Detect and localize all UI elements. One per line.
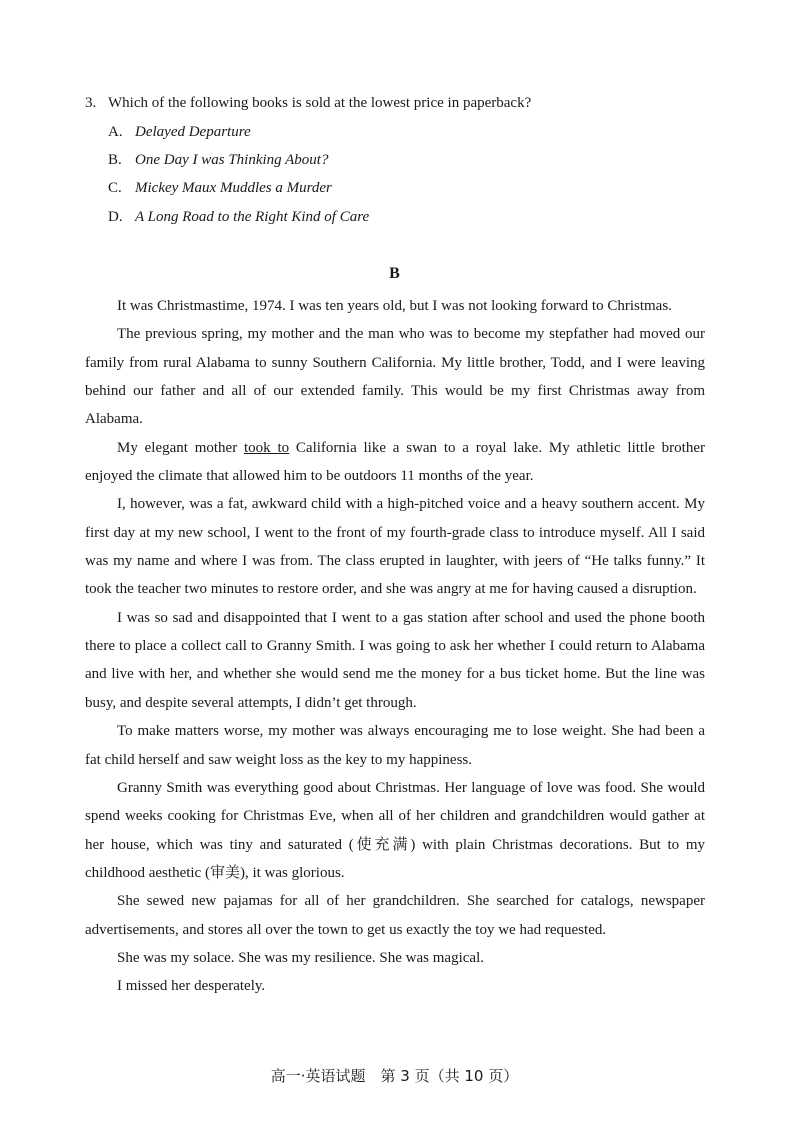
reading-passage xyxy=(85,292,705,1001)
option-text: A Long Road to the Right Kind of Care xyxy=(135,209,370,225)
passage-paragraph: The previous spring, my mother and the man who was to become my stepfather had moved our family from rural Alabama to sunny Southern California. My little brother, Todd, and I were leaving behind our father and all of our extended family. This would be my first Christmas away from Alabama. xyxy=(85,326,705,428)
passage-paragraph: It was Christmastime, 1974. I was ten years old, but I was not looking forward to Christmas. xyxy=(117,298,672,314)
passage-paragraph: Granny Smith was everything good about Christmas. Her language of love was food. She would spend weeks cooking for Christmas Eve, when all of her children and grandchildren would gather at her house, which was tiny and saturated (使充满) with plain Christmas decorations. But to my childhood aesthetic (审美), it was glorious. xyxy=(85,779,705,881)
underlined-phrase: took to xyxy=(244,439,290,456)
option-a xyxy=(108,122,251,142)
option-letter: C. xyxy=(108,180,122,196)
paragraph-text-start: My elegant mother xyxy=(117,439,244,456)
section-title: B xyxy=(389,265,400,282)
option-text: Delayed Departure xyxy=(135,124,251,140)
option-text: Mickey Maux Muddles a Murder xyxy=(135,180,332,196)
option-d xyxy=(108,207,369,227)
passage-paragraph: She sewed new pajamas for all of her grandchildren. She searched for catalogs, newspaper advertisements, and stores all over the town to get us exactly the toy we had requested. xyxy=(85,893,705,938)
paragraph-text-end: California like a swan to a royal lake. My athletic little brother enjoyed the climate that allowed him to be outdoors 11 months of the year. xyxy=(85,439,705,485)
question-stem xyxy=(85,93,531,113)
question-number: 3. xyxy=(85,95,97,111)
passage-paragraph: I, however, was a fat, awkward child with a high-pitched voice and a heavy southern accent. My first day at my new school, I went to the front of my fourth-grade class to introduce myself. All I said was my name and where I was from. The class erupted in laughter, with jeers of “He talks funny.” It took the teacher two minutes to restore order, and she was angry at me for having caused a disruption. xyxy=(85,496,705,598)
option-c xyxy=(108,178,332,198)
option-b xyxy=(108,150,328,170)
passage-paragraph xyxy=(85,434,705,491)
option-letter: D. xyxy=(108,209,123,225)
passage-paragraph: I was so sad and disappointed that I went to a gas station after school and used the phone booth there to place a collect call to Granny Smith. I was going to ask her whether I could return to Alabama and live with her, and whether she would send me the money for a bus ticket home. But the line was busy, and despite several attempts, I didn’t get through. xyxy=(85,609,705,711)
passage-paragraph: She was my solace. She was my resilience. She was magical. xyxy=(117,949,484,966)
question-text: Which of the following books is sold at the lowest price in paperback? xyxy=(108,95,532,111)
page-footer: 高一·英语试题 第 3 页（共 10 页） xyxy=(270,1067,519,1085)
question-3 xyxy=(85,93,531,113)
passage-paragraph: To make matters worse, my mother was always encouraging me to lose weight. She had been a fat child herself and saw weight loss as the key to my happiness. xyxy=(85,723,705,768)
passage-paragraph: I missed her desperately. xyxy=(117,978,266,995)
option-letter: A. xyxy=(108,124,123,140)
option-letter: B. xyxy=(108,152,122,168)
option-text: One Day I was Thinking About? xyxy=(135,152,329,168)
